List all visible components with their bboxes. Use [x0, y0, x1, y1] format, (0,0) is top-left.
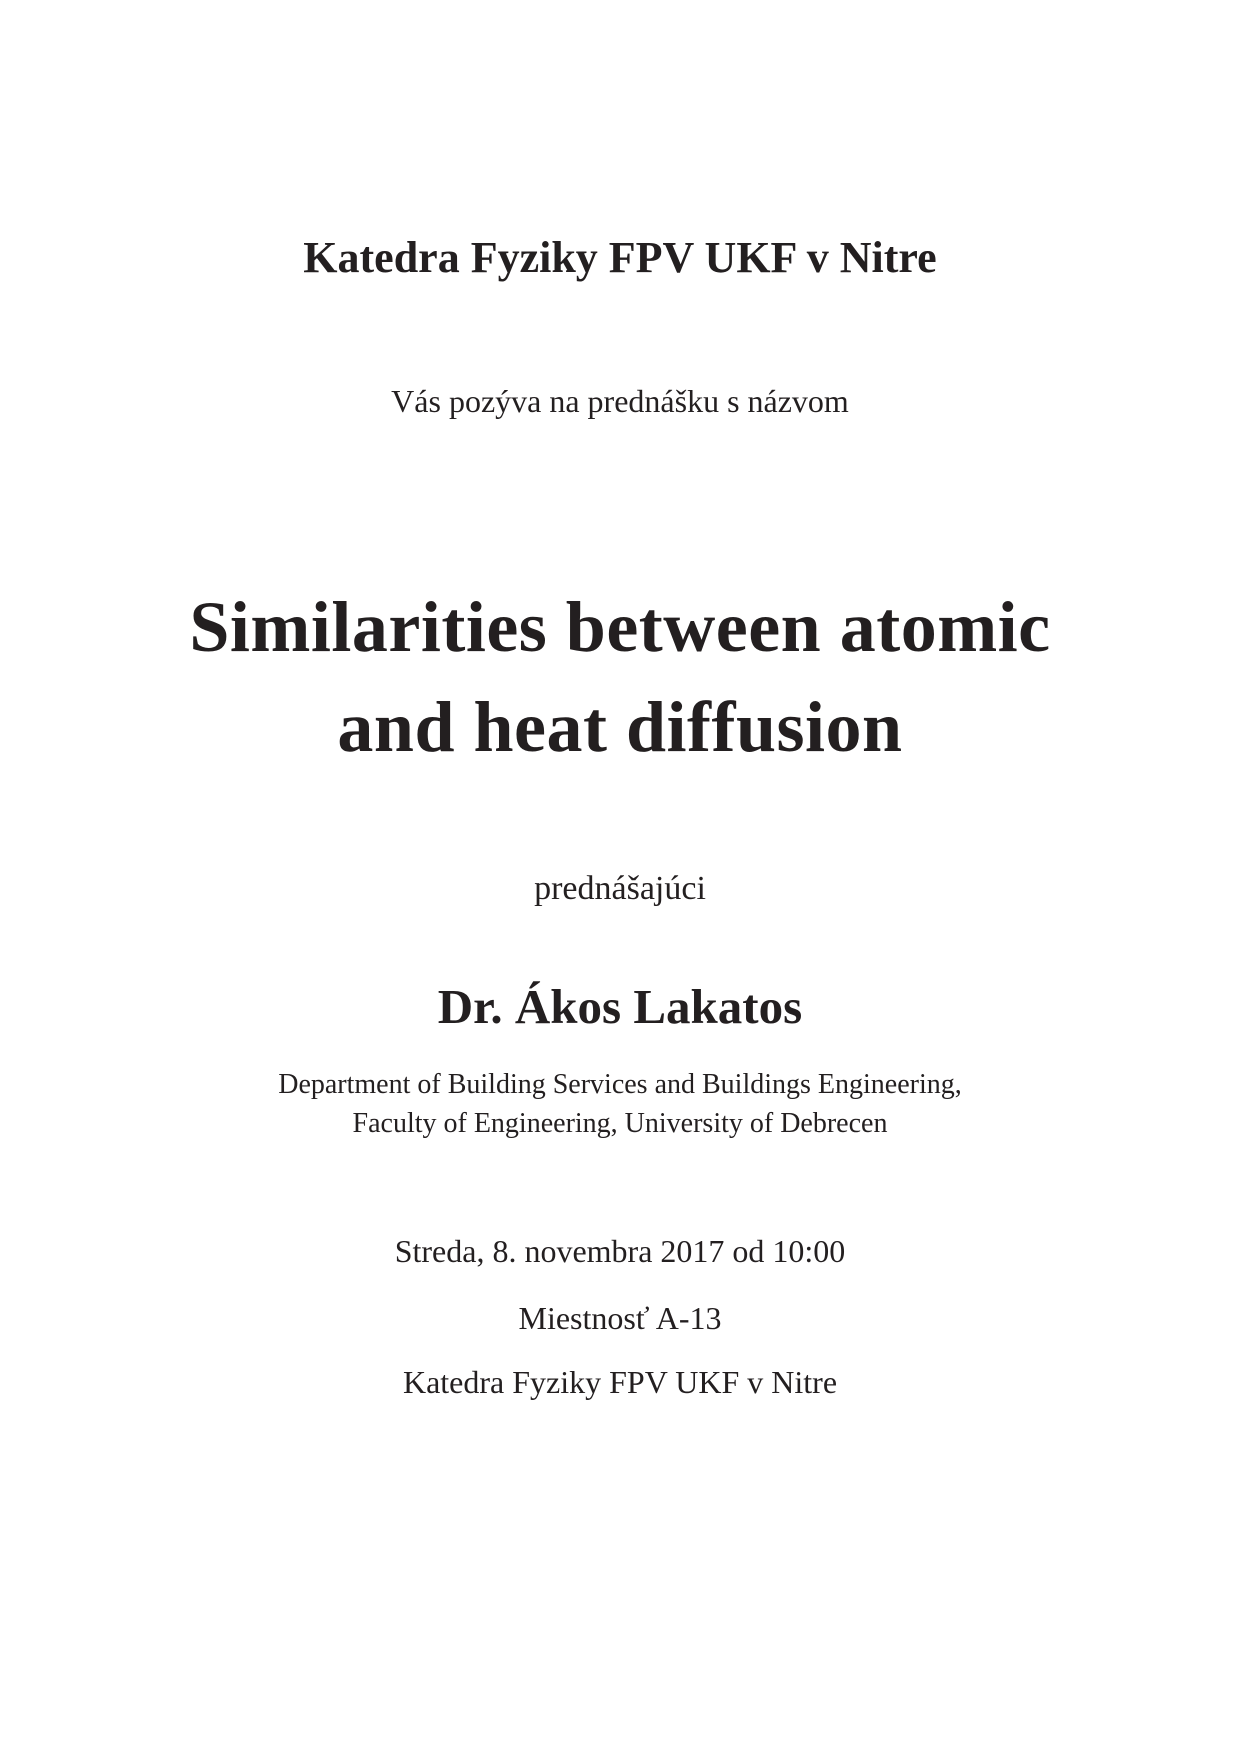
speaker-affiliation-line-1: Department of Building Services and Buildings Engineering,: [278, 1069, 962, 1100]
event-venue: Katedra Fyziky FPV UKF v Nitre: [402, 1364, 838, 1400]
event-room: Miestnosť A-13: [518, 1300, 722, 1336]
speaker-name: Dr. Ákos Lakatos: [437, 979, 803, 1034]
invitation-text: Vás pozýva na prednášku s názvom: [391, 383, 849, 419]
lecture-title-line-2: and heat diffusion: [337, 687, 903, 767]
speaker-label: prednášajúci: [534, 870, 706, 907]
lecture-title-line-1: Similarities between atomic: [189, 587, 1051, 667]
organization-heading: Katedra Fyziky FPV UKF v Nitre: [303, 233, 937, 282]
event-date-time: Streda, 8. novembra 2017 od 10:00: [394, 1233, 846, 1269]
speaker-affiliation-line-2: Faculty of Engineering, University of Debrecen: [352, 1108, 888, 1139]
